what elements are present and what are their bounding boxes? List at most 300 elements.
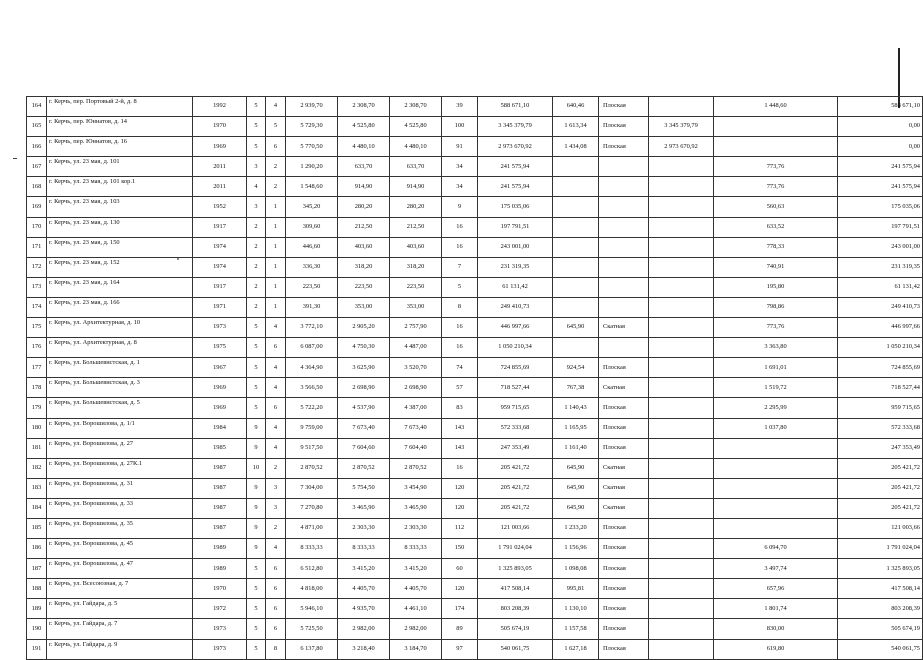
repair-cost-cell: 724 855,69 <box>478 358 553 378</box>
floors-cell: 2 <box>247 277 266 297</box>
total-area-cell: 1 548,60 <box>286 177 338 197</box>
year-built-cell: 1970 <box>193 117 247 137</box>
cost-column-a-cell: 2 973 670,92 <box>649 137 714 157</box>
living-area-cell: 403,60 <box>390 237 442 257</box>
repair-cost-cell: 572 333,68 <box>478 418 553 438</box>
roof-type-cell: Скатная <box>599 378 649 398</box>
total-area-cell: 9 759,00 <box>286 418 338 438</box>
roof-type-cell: Плоская <box>599 418 649 438</box>
cost-column-a-cell <box>649 318 714 338</box>
roof-type-cell: Плоская <box>599 438 649 458</box>
address-cell: г. Керчь, пер. Юннатов, д. 16 <box>47 137 193 157</box>
cost-column-a-cell <box>649 378 714 398</box>
roof-area-cell: 924,54 <box>553 358 599 378</box>
cost-column-a-cell <box>649 478 714 498</box>
year-built-cell: 1974 <box>193 237 247 257</box>
total-area-cell: 6 512,80 <box>286 559 338 579</box>
repair-cost-cell: 1 791 024,04 <box>478 539 553 559</box>
table-row <box>27 539 923 559</box>
residential-area-cell: 914,90 <box>338 177 390 197</box>
residential-area-cell: 3 465,90 <box>338 498 390 518</box>
address-cell: г. Керчь, ул. Гайдара, д. 9 <box>47 639 193 659</box>
residents-cell: 143 <box>442 418 478 438</box>
address-cell: г. Керчь, ул. Гайдара, д. 7 <box>47 619 193 639</box>
residential-area-cell: 318,20 <box>338 257 390 277</box>
entrances-cell: 1 <box>266 237 286 257</box>
roof-type-cell <box>599 197 649 217</box>
cost-total-cell: 1 325 893,05 <box>838 559 923 579</box>
table-row <box>27 157 923 177</box>
address-cell: г. Керчь, ул. Ворошилова, д. 1/1 <box>47 418 193 438</box>
table-row <box>27 137 923 157</box>
living-area-cell: 3 520,70 <box>390 358 442 378</box>
residential-area-cell: 353,00 <box>338 297 390 317</box>
residents-cell: 143 <box>442 438 478 458</box>
floors-cell: 3 <box>247 197 266 217</box>
roof-area-cell: 995,81 <box>553 579 599 599</box>
living-area-cell: 2 870,52 <box>390 458 442 478</box>
roof-area-cell: 640,46 <box>553 97 599 117</box>
cost-column-b-cell: 2 295,99 <box>714 398 838 418</box>
living-area-cell: 7 673,40 <box>390 418 442 438</box>
total-area-cell: 1 290,20 <box>286 157 338 177</box>
roof-type-cell <box>599 297 649 317</box>
residents-cell: 16 <box>442 217 478 237</box>
residential-area-cell: 4 537,90 <box>338 398 390 418</box>
living-area-cell: 353,00 <box>390 297 442 317</box>
living-area-cell: 3 415,20 <box>390 559 442 579</box>
floors-cell: 9 <box>247 498 266 518</box>
row-number-cell: 186 <box>27 539 47 559</box>
floors-cell: 5 <box>247 398 266 418</box>
floors-cell: 5 <box>247 378 266 398</box>
table-body <box>27 97 923 660</box>
living-area-cell: 2 982,00 <box>390 619 442 639</box>
residents-cell: 91 <box>442 137 478 157</box>
residents-cell: 174 <box>442 599 478 619</box>
total-area-cell: 6 087,00 <box>286 338 338 358</box>
address-cell: г. Керчь, ул. Большевистская, д. 1 <box>47 358 193 378</box>
cost-column-b-cell: 3 497,74 <box>714 559 838 579</box>
living-area-cell: 8 333,33 <box>390 539 442 559</box>
entrances-cell: 1 <box>266 297 286 317</box>
cost-total-cell: 61 131,42 <box>838 277 923 297</box>
residential-area-cell: 4 750,30 <box>338 338 390 358</box>
repair-cost-cell: 718 527,44 <box>478 378 553 398</box>
residents-cell: 9 <box>442 197 478 217</box>
year-built-cell: 1969 <box>193 137 247 157</box>
table-row <box>27 458 923 478</box>
cost-total-cell: 197 791,51 <box>838 217 923 237</box>
address-cell: г. Керчь, ул. Ворошилова, д. 27 <box>47 438 193 458</box>
entrances-cell: 6 <box>266 559 286 579</box>
residential-area-cell: 5 754,50 <box>338 478 390 498</box>
residents-cell: 34 <box>442 177 478 197</box>
cost-column-b-cell: 778,33 <box>714 237 838 257</box>
table-row <box>27 358 923 378</box>
cost-column-a-cell <box>649 277 714 297</box>
roof-type-cell: Плоская <box>599 97 649 117</box>
residents-cell: 16 <box>442 237 478 257</box>
year-built-cell: 1969 <box>193 398 247 418</box>
cost-total-cell: 247 353,49 <box>838 438 923 458</box>
cost-total-cell: 1 791 024,04 <box>838 539 923 559</box>
row-number-cell: 174 <box>27 297 47 317</box>
cost-column-a-cell <box>649 197 714 217</box>
floors-cell: 9 <box>247 418 266 438</box>
cost-column-a-cell <box>649 297 714 317</box>
roof-area-cell: 1 434,08 <box>553 137 599 157</box>
row-number-cell: 166 <box>27 137 47 157</box>
table-row <box>27 237 923 257</box>
table-row <box>27 438 923 458</box>
repair-cost-cell: 803 208,39 <box>478 599 553 619</box>
roof-area-cell: 1 233,20 <box>553 518 599 538</box>
living-area-cell: 4 487,00 <box>390 338 442 358</box>
pen-mark <box>13 158 17 159</box>
living-area-cell: 4 387,00 <box>390 398 442 418</box>
roof-area-cell: 1 098,08 <box>553 559 599 579</box>
living-area-cell: 2 303,30 <box>390 518 442 538</box>
entrances-cell: 2 <box>266 518 286 538</box>
cost-column-b-cell: 619,80 <box>714 639 838 659</box>
cost-column-b-cell: 773,76 <box>714 177 838 197</box>
floors-cell: 4 <box>247 177 266 197</box>
residential-area-cell: 403,60 <box>338 237 390 257</box>
address-cell: г. Керчь, ул. 23 мая, д. 130 <box>47 217 193 237</box>
roof-area-cell <box>553 237 599 257</box>
floors-cell: 2 <box>247 217 266 237</box>
roof-area-cell <box>553 217 599 237</box>
address-cell: г. Керчь, ул. Архитектурная, д. 8 <box>47 338 193 358</box>
residents-cell: 120 <box>442 478 478 498</box>
living-area-cell: 223,50 <box>390 277 442 297</box>
entrances-cell: 6 <box>266 137 286 157</box>
roof-type-cell: Скатная <box>599 318 649 338</box>
roof-type-cell <box>599 217 649 237</box>
floors-cell: 9 <box>247 539 266 559</box>
roof-area-cell <box>553 177 599 197</box>
entrances-cell: 5 <box>266 117 286 137</box>
cost-total-cell: 0,00 <box>838 117 923 137</box>
table-row <box>27 639 923 659</box>
housing-repair-table <box>26 96 923 660</box>
cost-column-b-cell <box>714 438 838 458</box>
address-cell: г. Керчь, ул. 23 мая, д. 150 <box>47 237 193 257</box>
year-built-cell: 1971 <box>193 297 247 317</box>
cost-column-b-cell: 1 448,60 <box>714 97 838 117</box>
total-area-cell: 5 946,10 <box>286 599 338 619</box>
cost-total-cell: 121 003,66 <box>838 518 923 538</box>
roof-type-cell: Скатная <box>599 478 649 498</box>
entrances-cell: 6 <box>266 579 286 599</box>
total-area-cell: 345,20 <box>286 197 338 217</box>
row-number-cell: 171 <box>27 237 47 257</box>
floors-cell: 5 <box>247 338 266 358</box>
residential-area-cell: 223,50 <box>338 277 390 297</box>
cost-column-a-cell <box>649 539 714 559</box>
cost-total-cell: 241 575,94 <box>838 177 923 197</box>
total-area-cell: 5 722,20 <box>286 398 338 418</box>
cost-total-cell: 959 715,65 <box>838 398 923 418</box>
table-row <box>27 478 923 498</box>
total-area-cell: 2 870,52 <box>286 458 338 478</box>
cost-total-cell: 724 855,69 <box>838 358 923 378</box>
address-cell: г. Керчь, ул. Ворошилова, д. 31 <box>47 478 193 498</box>
entrances-cell: 4 <box>266 418 286 438</box>
repair-cost-cell: 540 061,75 <box>478 639 553 659</box>
cost-column-a-cell <box>649 237 714 257</box>
repair-cost-cell: 243 001,00 <box>478 237 553 257</box>
cost-total-cell: 803 208,39 <box>838 599 923 619</box>
roof-area-cell: 1 627,18 <box>553 639 599 659</box>
floors-cell: 5 <box>247 318 266 338</box>
row-number-cell: 167 <box>27 157 47 177</box>
cost-column-a-cell <box>649 217 714 237</box>
cost-column-b-cell <box>714 498 838 518</box>
table-row <box>27 498 923 518</box>
total-area-cell: 3 566,50 <box>286 378 338 398</box>
row-number-cell: 184 <box>27 498 47 518</box>
residents-cell: 112 <box>442 518 478 538</box>
roof-type-cell: Плоская <box>599 137 649 157</box>
residents-cell: 5 <box>442 277 478 297</box>
total-area-cell: 3 772,10 <box>286 318 338 338</box>
repair-cost-cell: 205 421,72 <box>478 498 553 518</box>
living-area-cell: 7 604,40 <box>390 438 442 458</box>
cost-total-cell: 572 333,68 <box>838 418 923 438</box>
year-built-cell: 1987 <box>193 518 247 538</box>
address-cell: г. Керчь, ул. 23 мая, д. 164 <box>47 277 193 297</box>
repair-cost-cell: 2 973 670,92 <box>478 137 553 157</box>
cost-column-b-cell <box>714 117 838 137</box>
roof-type-cell: Плоская <box>599 398 649 418</box>
cost-total-cell: 417 508,14 <box>838 579 923 599</box>
total-area-cell: 4 818,00 <box>286 579 338 599</box>
floors-cell: 9 <box>247 438 266 458</box>
living-area-cell: 4 461,10 <box>390 599 442 619</box>
row-number-cell: 170 <box>27 217 47 237</box>
total-area-cell: 4 871,00 <box>286 518 338 538</box>
row-number-cell: 185 <box>27 518 47 538</box>
year-built-cell: 1973 <box>193 318 247 338</box>
floors-cell: 5 <box>247 117 266 137</box>
floors-cell: 9 <box>247 518 266 538</box>
cost-column-b-cell: 1 691,01 <box>714 358 838 378</box>
address-cell: г. Керчь, ул. 23 мая, д. 101 кор.1 <box>47 177 193 197</box>
entrances-cell: 4 <box>266 318 286 338</box>
year-built-cell: 2011 <box>193 177 247 197</box>
cost-total-cell: 205 421,72 <box>838 478 923 498</box>
floors-cell: 9 <box>247 478 266 498</box>
repair-cost-cell: 588 671,10 <box>478 97 553 117</box>
cost-total-cell: 446 997,66 <box>838 318 923 338</box>
repair-cost-cell: 247 353,49 <box>478 438 553 458</box>
table-row <box>27 297 923 317</box>
cost-column-a-cell <box>649 338 714 358</box>
cost-total-cell: 175 035,06 <box>838 197 923 217</box>
repair-cost-cell: 205 421,72 <box>478 478 553 498</box>
cost-total-cell: 1 050 210,34 <box>838 338 923 358</box>
year-built-cell: 1969 <box>193 378 247 398</box>
cost-column-b-cell: 195,80 <box>714 277 838 297</box>
entrances-cell: 8 <box>266 639 286 659</box>
roof-area-cell: 1 613,34 <box>553 117 599 137</box>
table-row <box>27 619 923 639</box>
cost-column-b-cell: 1 801,74 <box>714 599 838 619</box>
total-area-cell: 7 270,80 <box>286 498 338 518</box>
row-number-cell: 188 <box>27 579 47 599</box>
cost-total-cell: 243 001,00 <box>838 237 923 257</box>
floors-cell: 5 <box>247 619 266 639</box>
roof-area-cell: 1 161,40 <box>553 438 599 458</box>
total-area-cell: 4 364,90 <box>286 358 338 378</box>
table-row <box>27 378 923 398</box>
cost-total-cell: 505 674,19 <box>838 619 923 639</box>
address-cell: г. Керчь, ул. 23 мая, д. 101 <box>47 157 193 177</box>
cost-column-a-cell <box>649 97 714 117</box>
living-area-cell: 4 525,80 <box>390 117 442 137</box>
cost-column-a-cell <box>649 398 714 418</box>
entrances-cell: 6 <box>266 398 286 418</box>
living-area-cell: 3 465,90 <box>390 498 442 518</box>
cost-column-a-cell <box>649 358 714 378</box>
residential-area-cell: 3 415,20 <box>338 559 390 579</box>
address-cell: г. Керчь, ул. Всесоюзная, д. 7 <box>47 579 193 599</box>
row-number-cell: 177 <box>27 358 47 378</box>
cost-column-b-cell: 560,63 <box>714 197 838 217</box>
row-number-cell: 187 <box>27 559 47 579</box>
residential-area-cell: 4 480,10 <box>338 137 390 157</box>
roof-area-cell <box>553 338 599 358</box>
address-cell: г. Керчь, ул. 23 мая, д. 103 <box>47 197 193 217</box>
roof-type-cell <box>599 237 649 257</box>
entrances-cell: 2 <box>266 458 286 478</box>
row-number-cell: 175 <box>27 318 47 338</box>
year-built-cell: 1987 <box>193 498 247 518</box>
table-row <box>27 599 923 619</box>
residential-area-cell: 3 625,90 <box>338 358 390 378</box>
cost-total-cell: 588 671,10 <box>838 97 923 117</box>
residential-area-cell: 2 905,20 <box>338 318 390 338</box>
cost-column-b-cell: 830,00 <box>714 619 838 639</box>
repair-cost-cell: 231 319,35 <box>478 257 553 277</box>
cost-column-b-cell <box>714 137 838 157</box>
entrances-cell: 4 <box>266 358 286 378</box>
row-number-cell: 191 <box>27 639 47 659</box>
year-built-cell: 1987 <box>193 478 247 498</box>
total-area-cell: 5 729,30 <box>286 117 338 137</box>
residential-area-cell: 4 525,80 <box>338 117 390 137</box>
repair-cost-cell: 1 050 210,34 <box>478 338 553 358</box>
floors-cell: 2 <box>247 257 266 277</box>
roof-type-cell <box>599 277 649 297</box>
entrances-cell: 1 <box>266 257 286 277</box>
cost-total-cell: 205 421,72 <box>838 498 923 518</box>
residents-cell: 8 <box>442 297 478 317</box>
roof-area-cell: 1 165,95 <box>553 418 599 438</box>
cost-total-cell: 205 421,72 <box>838 458 923 478</box>
roof-area-cell: 645,90 <box>553 458 599 478</box>
address-cell: г. Керчь, ул. Большевистская, д. 5 <box>47 398 193 418</box>
residential-area-cell: 4 405,70 <box>338 579 390 599</box>
residential-area-cell: 2 870,52 <box>338 458 390 478</box>
roof-type-cell: Скатная <box>599 458 649 478</box>
floors-cell: 2 <box>247 297 266 317</box>
cost-column-a-cell <box>649 559 714 579</box>
residents-cell: 150 <box>442 539 478 559</box>
entrances-cell: 4 <box>266 539 286 559</box>
year-built-cell: 1967 <box>193 358 247 378</box>
roof-type-cell <box>599 338 649 358</box>
address-cell: г. Керчь, ул. Ворошилова, д. 45 <box>47 539 193 559</box>
residential-area-cell: 2 982,00 <box>338 619 390 639</box>
repair-cost-cell: 417 508,14 <box>478 579 553 599</box>
cost-column-a-cell <box>649 257 714 277</box>
roof-type-cell: Плоская <box>599 599 649 619</box>
roof-type-cell: Плоская <box>599 518 649 538</box>
roof-type-cell <box>599 257 649 277</box>
residential-area-cell: 212,50 <box>338 217 390 237</box>
row-number-cell: 168 <box>27 177 47 197</box>
year-built-cell: 1973 <box>193 619 247 639</box>
cost-column-a-cell <box>649 458 714 478</box>
residents-cell: 120 <box>442 579 478 599</box>
year-built-cell: 1952 <box>193 197 247 217</box>
residents-cell: 16 <box>442 338 478 358</box>
table-row <box>27 579 923 599</box>
row-number-cell: 176 <box>27 338 47 358</box>
living-area-cell: 4 405,70 <box>390 579 442 599</box>
living-area-cell: 3 454,90 <box>390 478 442 498</box>
entrances-cell: 2 <box>266 157 286 177</box>
year-built-cell: 1985 <box>193 438 247 458</box>
table-row <box>27 398 923 418</box>
roof-area-cell: 1 157,58 <box>553 619 599 639</box>
floors-cell: 5 <box>247 559 266 579</box>
table-row <box>27 418 923 438</box>
repair-cost-cell: 446 997,66 <box>478 318 553 338</box>
address-cell: г. Керчь, ул. Гайдара, д. 5 <box>47 599 193 619</box>
cost-column-b-cell: 740,91 <box>714 257 838 277</box>
repair-cost-cell: 505 674,19 <box>478 619 553 639</box>
cost-total-cell: 0,00 <box>838 137 923 157</box>
year-built-cell: 1917 <box>193 277 247 297</box>
residents-cell: 60 <box>442 559 478 579</box>
cost-column-a-cell <box>649 498 714 518</box>
roof-type-cell: Плоская <box>599 117 649 137</box>
year-built-cell: 1984 <box>193 418 247 438</box>
table-row <box>27 277 923 297</box>
roof-area-cell <box>553 197 599 217</box>
entrances-cell: 6 <box>266 619 286 639</box>
cost-total-cell: 231 319,35 <box>838 257 923 277</box>
repair-cost-cell: 61 131,42 <box>478 277 553 297</box>
total-area-cell: 446,60 <box>286 237 338 257</box>
row-number-cell: 165 <box>27 117 47 137</box>
living-area-cell: 633,70 <box>390 157 442 177</box>
entrances-cell: 1 <box>266 217 286 237</box>
entrances-cell: 6 <box>266 338 286 358</box>
roof-area-cell <box>553 257 599 277</box>
cost-column-b-cell <box>714 518 838 538</box>
year-built-cell: 2011 <box>193 157 247 177</box>
year-built-cell: 1989 <box>193 559 247 579</box>
cost-column-b-cell: 1 519,72 <box>714 378 838 398</box>
address-cell: г. Керчь, ул. Ворошилова, д. 33 <box>47 498 193 518</box>
address-cell: г. Керчь, пер. Юннатов, д. 14 <box>47 117 193 137</box>
cost-column-b-cell: 798,86 <box>714 297 838 317</box>
